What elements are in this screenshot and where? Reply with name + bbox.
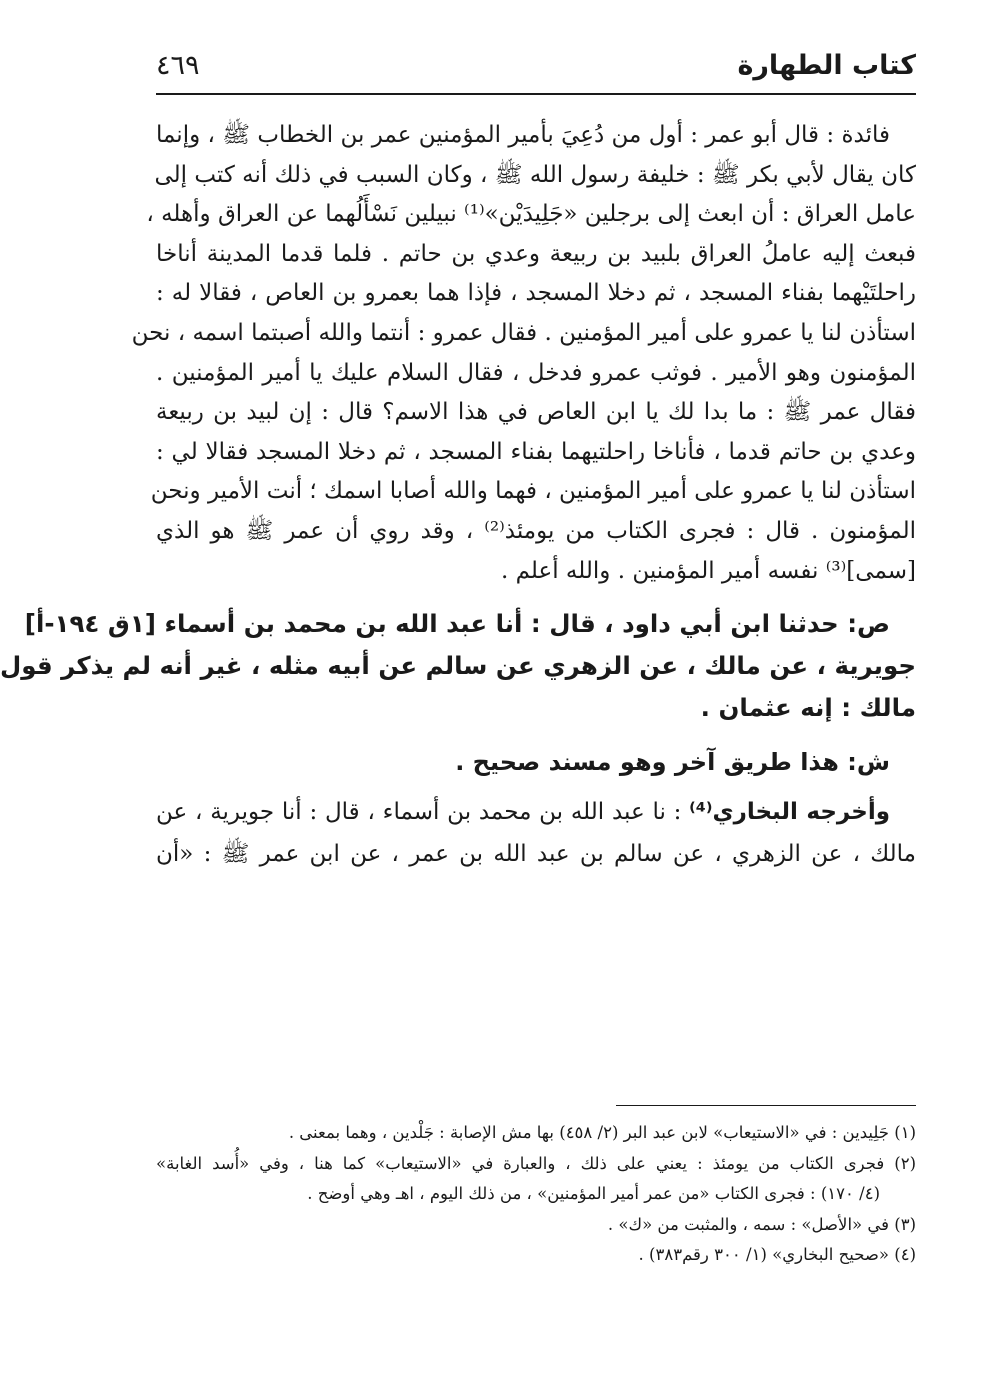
- footnote-1: (١) جَلِيدين : في «الاستيعاب» لابن عبد البر (٢/ ٤٥٨) بها مش الإصابة : جَلْدين ، وهما بمعنى .: [288, 1123, 916, 1142]
- text-line: عامل العراق : أن ابعث إلى برجلين «جَلِيدَيْن»⁽¹⁾ نبيلين نَسْأَلُهما عن العراق وأهله ،: [146, 201, 916, 228]
- footnote-divider: [616, 1105, 916, 1106]
- main-text: [0, 116, 917, 875]
- text-line: فقال عمر ﷺ : ما بدا لك يا ابن العاص في هذا الاسم؟ قال : إن لبيد بن ربيعة: [156, 399, 916, 426]
- header-divider: [156, 93, 916, 95]
- page-number: ٤٦٩: [156, 50, 200, 81]
- takhrij-lead: وأخرجه البخاري⁽⁴⁾: [689, 799, 890, 826]
- text-line: مالك ، عن الزهري ، عن سالم بن عبد الله بن عمر ، عن ابن عمر ﷺ : «أن: [156, 841, 916, 868]
- text-line: وعدي بن حاتم قدما ، فأناخا راحلتيهما بفناء المسجد ، ثم دخلا المسجد فقالا لي :: [156, 438, 916, 465]
- text-line: المؤمنون . قال : فجرى الكتاب من يومئذ⁽²⁾ ، وقد روي أن عمر ﷺ هو الذي: [156, 517, 917, 544]
- text-line: مالك : إنه عثمان .: [700, 693, 916, 723]
- takhrij-paragraph: [156, 791, 916, 875]
- text-line: جويرية ، عن مالك ، عن الزهري عن سالم عن أبيه مثله ، غير أنه لم يذكر قول: [0, 651, 916, 681]
- footnote-4: (٤) «صحيح البخاري» (١/ ٣٠٠ رقم٣٨٣) .: [638, 1245, 916, 1264]
- text-line: استأذن لنا يا عمرو على أمير المؤمنين ، فهما والله أصابا اسمك ؛ أنت الأمير ونحن: [150, 478, 916, 505]
- text-line: فبعث إليه عاملُ العراق بلبيد بن ربيعة وعدي بن حاتم . فلما قدما المدينة أناخا: [156, 240, 916, 267]
- commentary-paragraph-faida: [131, 116, 917, 591]
- running-title: كتاب الطهارة: [737, 50, 916, 81]
- text-line: استأذن لنا يا عمرو على أمير المؤمنين . فقال عمرو : أنتما والله أصبتما اسمه ، نحن: [131, 319, 916, 346]
- text-line: [سمى]⁽³⁾ نفسه أمير المؤمنين . والله أعلم .: [500, 557, 916, 584]
- text-line: فائدة : قال أبو عمر : أول من دُعِيَ بأمير المؤمنين عمر بن الخطاب ﷺ ، وإنما: [156, 122, 890, 148]
- hadith-text-paragraph: [0, 603, 916, 729]
- footnote-2-continued: (٤/ ١٧٠) : فجرى الكتاب «من عمر أمير المؤمنين» ، من ذلك اليوم ، اهـ وهي أوضح .: [307, 1184, 880, 1203]
- page-header: [156, 42, 916, 94]
- footnotes: [156, 1118, 916, 1271]
- text-line: ص: حدثنا ابن أبي داود ، قال : أنا عبد الله بن محمد بن أسماء [١ق ١٩٤-أ]: [24, 609, 890, 639]
- sharh-paragraph: [156, 741, 916, 783]
- text-line: [156, 791, 916, 833]
- text-line: كان يقال لأبي بكر ﷺ : خليفة رسول الله ﷺ ، وكان السبب في ذلك أنه كتب إلى: [154, 161, 916, 188]
- text-line: المؤمنون وهو الأمير . فوثب عمرو فدخل ، فقال السلام عليك يا أمير المؤمنين .: [156, 359, 916, 386]
- text-line: راحلتَيْهما بفناء المسجد ، ثم دخلا المسجد ، فإذا هما بعمرو بن العاص ، فقالا له :: [156, 280, 916, 307]
- text-line: ش: هذا طريق آخر وهو مسند صحيح .: [455, 748, 890, 777]
- footnote-3: (٣) في «الأصل» : سمه ، والمثبت من «ك» .: [607, 1214, 916, 1234]
- takhrij-rest: : نا عبد الله بن محمد بن أسماء ، قال : أنا جويرية ، عن: [156, 799, 690, 826]
- footnote-2: (٢) فجرى الكتاب من يومئذ : يعني على ذلك ، والعبارة في «الاستيعاب» كما هنا ، وفي «أُسد الغابة»: [156, 1153, 916, 1173]
